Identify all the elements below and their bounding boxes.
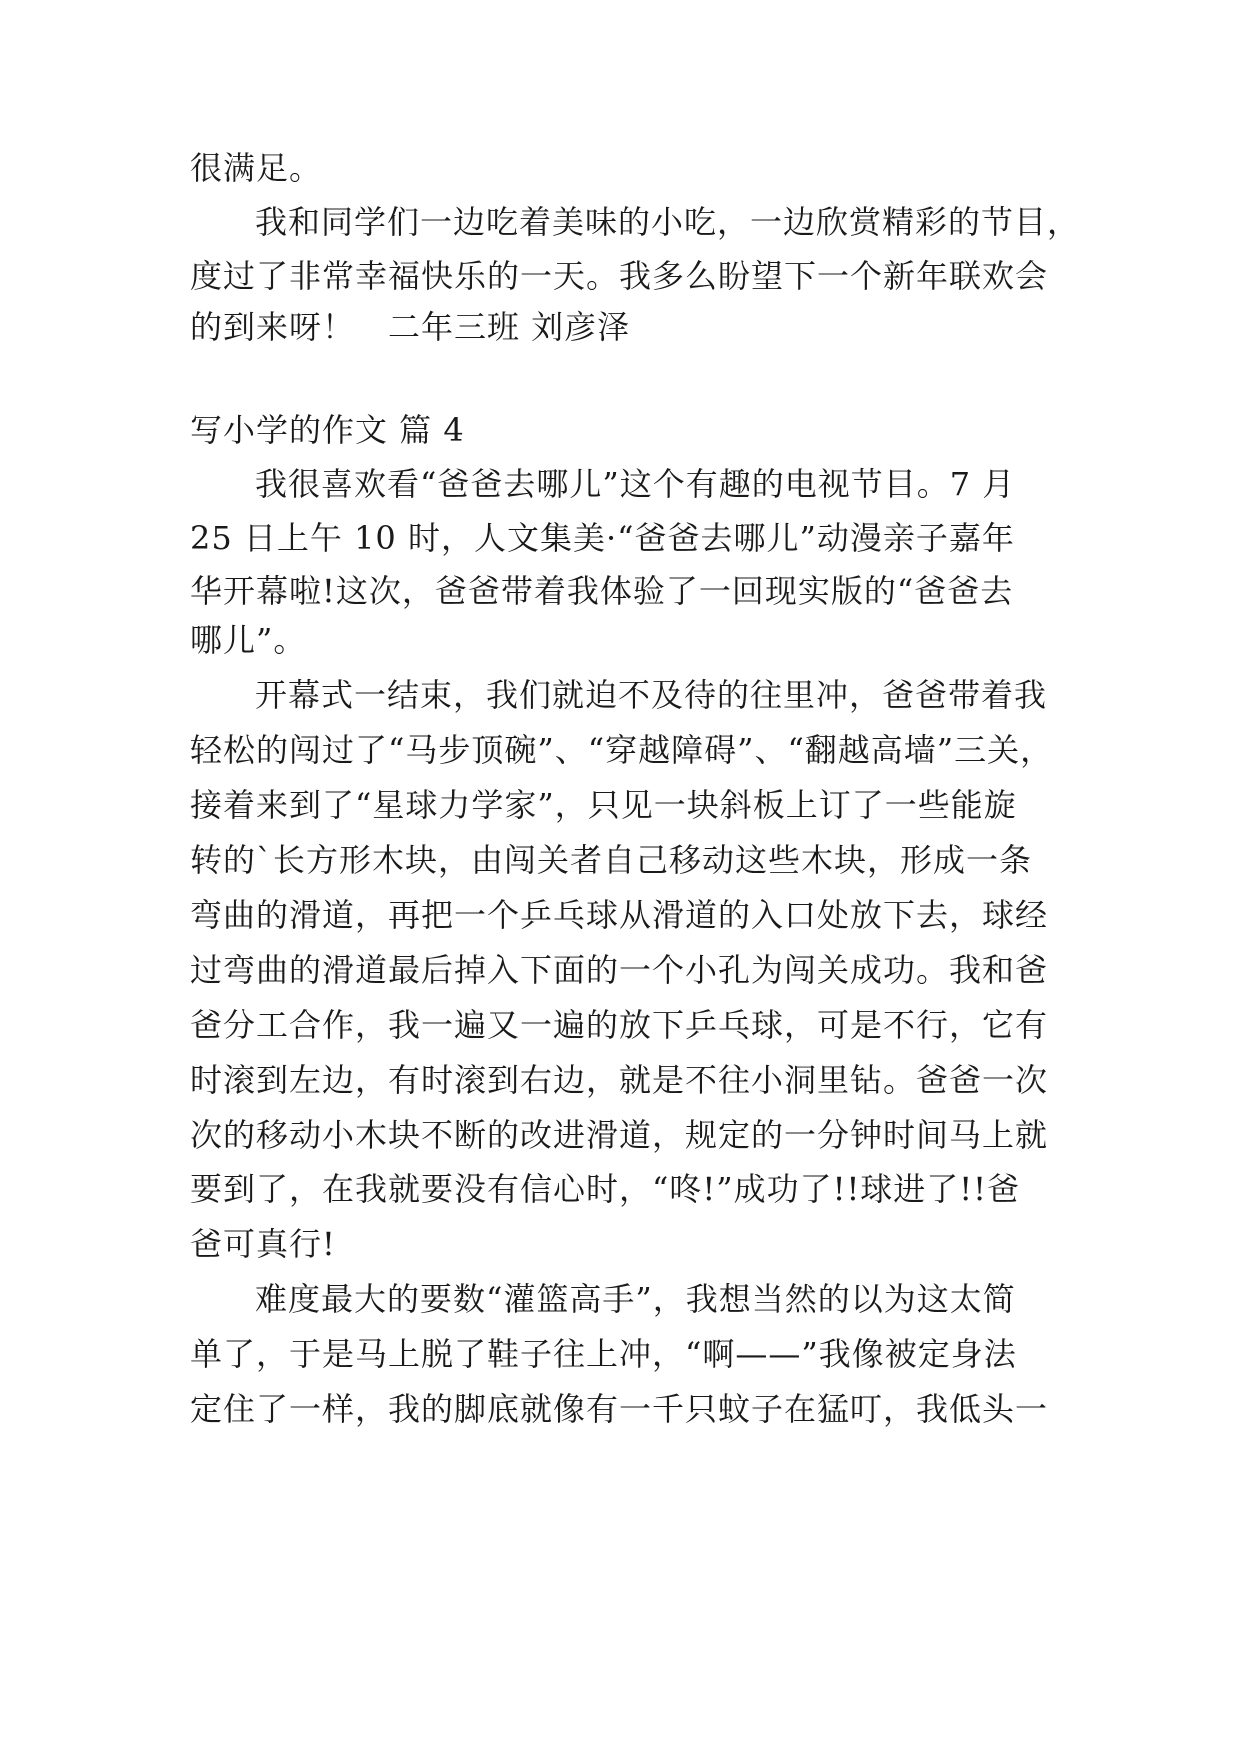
text-line: 度过了非常幸福快乐的一天。我多么盼望下一个新年联欢会	[190, 257, 1049, 295]
text-line: 25 日上午 10 时，人文集美·“爸爸去哪儿”动漫亲子嘉年	[190, 519, 1015, 557]
text-line: 接着来到了“星球力学家”，只见一块斜板上订了一些能旋	[190, 786, 1017, 824]
paragraph-first-line: 难度最大的要数“灌篮高手”，我想当然的以为这太简	[255, 1280, 1016, 1318]
text-line: 哪儿”。	[190, 621, 307, 659]
text-line-signature: 的到来呀！ 二年三班 刘彦泽	[190, 308, 631, 346]
text-line: 要到了，在我就要没有信心时，“咚!”成功了!!球进了!!爸	[190, 1170, 1021, 1208]
text-line: 定住了一样，我的脚底就像有一千只蚊子在猛叮，我低头一	[190, 1390, 1049, 1428]
paragraph-first-line: 我很喜欢看“爸爸去哪儿”这个有趣的电视节目。7 月	[255, 465, 1016, 503]
paragraph-first-line: 开幕式一结束，我们就迫不及待的往里冲，爸爸带着我	[255, 676, 1048, 714]
text-line: 转的`长方形木块，由闯关者自己移动这些木块，形成一条	[190, 841, 1033, 879]
text-line: 很满足。	[190, 149, 323, 187]
text-line: 时滚到左边，有时滚到右边，就是不往小洞里钻。爸爸一次	[190, 1061, 1049, 1099]
text-line: 轻松的闯过了“马步顶碗”、“穿越障碍”、“翻越高墙”三关，	[190, 731, 1054, 769]
text-line: 单了，于是马上脱了鞋子往上冲，“啊——”我像被定身法	[190, 1335, 1017, 1373]
text-line: 爸分工合作，我一遍又一遍的放下乒乓球，可是不行，它有	[190, 1006, 1049, 1044]
text-line: 弯曲的滑道，再把一个乒乓球从滑道的入口处放下去，球经	[190, 896, 1049, 934]
text-line: 过弯曲的滑道最后掉入下面的一个小孔为闯关成功。我和爸	[190, 951, 1049, 989]
section-title: 写小学的作文 篇 4	[190, 411, 465, 449]
text-line: 次的移动小木块不断的改进滑道，规定的一分钟时间马上就	[190, 1116, 1049, 1154]
paragraph-first-line: 我和同学们一边吃着美味的小吃，一边欣赏精彩的节目，	[255, 203, 1081, 241]
text-line: 华开幕啦!这次，爸爸带着我体验了一回现实版的“爸爸去	[190, 572, 1014, 610]
text-line: 爸可真行!	[190, 1225, 336, 1263]
